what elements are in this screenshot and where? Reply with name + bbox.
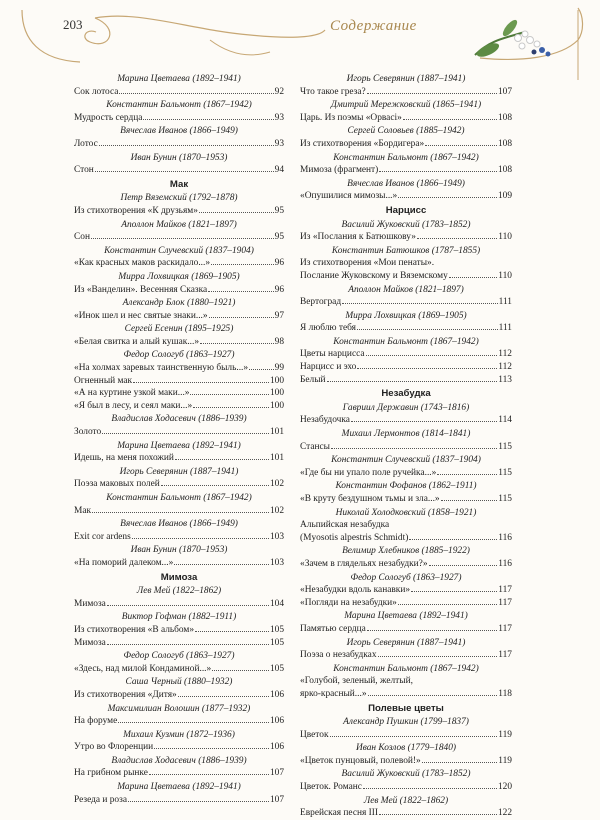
toc-author: Михаил Лермонтов (1814–1841): [341, 429, 471, 440]
toc-entry-page: 116: [498, 558, 512, 569]
toc-entry[interactable]: [300, 86, 512, 99]
toc-entry-title: Лотос: [74, 138, 98, 149]
toc-entry-page: 115: [498, 467, 512, 478]
toc-author: Вячеслав Иванов (1866–1949): [347, 178, 465, 189]
leader-dots: [149, 774, 269, 775]
toc-entry-page: 106: [269, 742, 284, 753]
leader-dots: [367, 93, 497, 94]
toc-entry-page: 105: [269, 624, 284, 635]
toc-entry[interactable]: [74, 767, 284, 780]
toc-entry-page: 106: [269, 689, 284, 700]
toc-entry[interactable]: [300, 755, 512, 768]
flower-illustration: [470, 10, 560, 70]
toc-entry[interactable]: [74, 426, 284, 439]
leader-dots: [212, 670, 269, 671]
leader-dots: [425, 145, 497, 146]
toc-entry-page: 97: [274, 310, 284, 321]
toc-entry[interactable]: [300, 597, 512, 610]
toc-right-column: [300, 72, 512, 820]
toc-entry-page: 119: [498, 755, 512, 766]
toc-entry-title: «В круту бездушном тьмы и зла...»: [300, 494, 440, 504]
toc-entry[interactable]: [300, 729, 512, 742]
toc-entry-page: 94: [274, 165, 284, 176]
toc-author: Аполлон Майков (1821–1897): [121, 219, 237, 230]
leader-dots: [195, 631, 269, 632]
toc-entry[interactable]: [300, 441, 512, 454]
toc-entry-page: 115: [498, 441, 512, 452]
leader-dots: [92, 512, 269, 513]
toc-entry[interactable]: [300, 675, 512, 688]
toc-entry-page: 105: [269, 637, 284, 648]
toc-entry-title: Из стихотворения «К друзьям»: [74, 205, 198, 216]
toc-entry-title: Незабудочка: [300, 415, 350, 426]
toc-author: Вячеслав Иванов (1866–1949): [120, 126, 238, 137]
toc-author: Гавриил Державин (1743–1816): [342, 402, 470, 413]
toc-entry-title: «На холмах заревых таинственную быль...»: [74, 363, 249, 374]
toc-entry-title: На форуме: [74, 716, 118, 727]
leader-dots: [366, 355, 498, 356]
toc-author: Аполлон Майков (1821–1897): [348, 284, 464, 295]
toc-entry-page: 117: [498, 585, 512, 596]
toc-author: Саша Черный (1880–1932): [125, 677, 233, 688]
toc-entry[interactable]: [74, 112, 284, 125]
toc-entry-title: Идешь, на меня похожий: [74, 453, 174, 464]
toc-entry-page: 115: [498, 494, 512, 504]
toc-entry[interactable]: [74, 387, 284, 400]
toc-section-heading: Мак: [169, 178, 189, 190]
toc-entry-page: 100: [269, 400, 284, 411]
toc-author: Игорь Северянин (1887–1941): [346, 74, 466, 84]
toc-author: Федор Сологуб (1863–1927): [123, 651, 235, 662]
toc-entry[interactable]: [74, 452, 284, 465]
toc-entry[interactable]: [74, 231, 284, 244]
toc-author: Владислав Ходасевич (1886–1939): [111, 755, 247, 766]
toc-entry-title: Я люблю тебя: [300, 323, 356, 334]
toc-entry-title: «Голубой, зеленый, желтый,: [300, 676, 413, 687]
leader-dots: [437, 474, 497, 475]
toc-entry[interactable]: [300, 348, 512, 361]
toc-entry[interactable]: [74, 336, 284, 349]
page-header: [0, 0, 600, 70]
toc-entry-title: Цветок. Романс: [300, 782, 362, 793]
toc-entry-page: 100: [269, 388, 284, 399]
leader-dots: [107, 644, 269, 645]
leader-dots: [330, 736, 498, 737]
toc-author: Мирра Лохвицкая (1869–1905): [118, 271, 240, 282]
leader-dots: [118, 722, 269, 723]
toc-author: Петр Вяземский (1792–1878): [120, 193, 238, 204]
leader-dots: [133, 382, 269, 383]
toc-author: Константин Бальмонт (1867–1942): [333, 152, 479, 163]
toc-entry[interactable]: [300, 414, 512, 427]
toc-entry-title: Нарцисс и эхо: [300, 362, 357, 373]
leader-dots: [161, 485, 269, 486]
leader-dots: [99, 145, 274, 146]
leader-dots: [368, 695, 498, 696]
leader-dots: [379, 814, 497, 815]
leader-dots: [422, 762, 498, 763]
toc-entry-page: 107: [269, 768, 284, 779]
toc-entry-page: 95: [274, 205, 284, 216]
toc-entry[interactable]: [300, 519, 512, 532]
toc-entry-page: 112: [498, 362, 512, 373]
toc-entry[interactable]: [300, 493, 512, 506]
toc-entry-title: Золото: [74, 427, 102, 438]
toc-entry[interactable]: [300, 190, 512, 203]
toc-entry-page: 108: [497, 112, 512, 123]
toc-entry-title: Памятью сердца: [300, 623, 366, 634]
toc-entry[interactable]: [300, 781, 512, 794]
toc-entry-title: Еврейская песня III: [300, 808, 379, 819]
toc-entry[interactable]: [300, 138, 512, 151]
toc-entry-page: 113: [498, 374, 512, 385]
toc-entry[interactable]: [300, 584, 512, 597]
toc-entry-title: Из стихотворения «Бордигера»: [300, 138, 425, 149]
leader-dots: [199, 212, 274, 213]
toc-entry-page: 117: [498, 597, 512, 608]
toc-author: Велимир Хлебников (1885–1922): [342, 546, 470, 557]
toc-entry-title: Из «Послания к Батюшкову»: [300, 232, 416, 243]
leader-dots: [441, 500, 498, 501]
toc-entry-page: 110: [498, 232, 512, 243]
toc-section-heading: Полевые цветы: [368, 702, 444, 714]
toc-entry-title: ярко-красный...»: [300, 688, 367, 699]
toc-entry[interactable]: [74, 362, 284, 375]
toc-author: Константин Случевский (1837–1904): [331, 455, 481, 466]
toc-author: Константин Бальмонт (1867–1942): [106, 493, 252, 503]
toc-entry[interactable]: [300, 112, 512, 125]
leader-dots: [363, 788, 497, 789]
toc-entry[interactable]: [74, 557, 284, 570]
toc-entry-title: «Инок шел и нес святые знаки...»: [74, 310, 208, 321]
toc-entry[interactable]: [74, 257, 284, 270]
leader-dots: [200, 343, 274, 344]
toc-entry-title: Мимоза: [74, 598, 106, 609]
toc-entry-page: 99: [274, 363, 284, 374]
toc-entry-title: «Здесь, над милой Кондаминой...»: [74, 663, 212, 674]
toc-entry[interactable]: [74, 598, 284, 611]
leader-dots: [403, 119, 497, 120]
toc-author: Константин Батюшков (1787–1855): [331, 245, 481, 256]
toc-entry[interactable]: [74, 478, 284, 491]
toc-entry-title: Вертоград: [300, 297, 342, 308]
leader-dots: [128, 801, 269, 802]
toc-entry-title: «Цветок пунцовый, полевой!»: [300, 755, 421, 766]
toc-entry[interactable]: [74, 715, 284, 728]
toc-entry-title: Из стихотворения «В альбом»: [74, 624, 195, 635]
leader-dots: [193, 407, 269, 408]
toc-entry[interactable]: [74, 741, 284, 754]
toc-entry-page: 102: [269, 505, 284, 516]
toc-author: Александр Блок (1880–1921): [122, 298, 236, 309]
leader-dots: [174, 564, 269, 565]
toc-author: Василий Жуковский (1783–1852): [341, 219, 471, 230]
toc-author: Марина Цветаева (1892–1941): [117, 782, 241, 793]
toc-author: Сергей Есенин (1895–1925): [124, 324, 234, 335]
toc-entry[interactable]: [300, 270, 512, 283]
toc-author: Лев Мей (1822–1862): [363, 795, 449, 806]
toc-entry-title: Мимоза: [74, 637, 106, 648]
toc-author: Игорь Северянин (1887–1941): [346, 637, 466, 648]
toc-author: Михаил Кузмин (1872–1936): [123, 729, 235, 740]
toc-entry[interactable]: [74, 310, 284, 323]
toc-entry-title: «На поморий далеком...»: [74, 557, 174, 568]
toc-entry[interactable]: [300, 558, 512, 571]
toc-entry-title: Цветок: [300, 729, 329, 740]
toc-entry-title: Цветы нарцисса: [300, 349, 365, 360]
toc-entry-title: Из стихотворения «Мои пенаты».: [300, 258, 435, 269]
toc-entry-page: 93: [274, 138, 284, 149]
toc-entry-title: Из стихотворения «Дитя»: [74, 689, 177, 700]
toc-entry[interactable]: [74, 794, 284, 807]
toc-entry-page: 108: [497, 165, 512, 176]
toc-entry[interactable]: [74, 138, 284, 151]
toc-entry-title: «Погляди на незабудки»: [300, 597, 397, 608]
toc-entry-title: Стон: [74, 165, 94, 176]
toc-author: Игорь Северянин (1887–1941): [119, 466, 239, 477]
toc-author: Виктор Гофман (1882–1911): [121, 612, 237, 623]
toc-entry-title: Поэза о незабудках: [300, 650, 377, 661]
toc-author: Константин Бальмонт (1867–1942): [106, 100, 252, 111]
leader-dots: [175, 459, 269, 460]
toc-entry-page: 92: [274, 86, 284, 97]
leader-dots: [378, 656, 498, 657]
toc-entry[interactable]: [300, 322, 512, 335]
toc-entry-title: «Я был в лесу, и сеял маки...»: [74, 400, 193, 411]
leader-dots: [429, 565, 498, 566]
leader-dots: [91, 238, 274, 239]
toc-section-heading: Нарцисс: [385, 204, 427, 216]
leader-dots: [342, 303, 498, 304]
toc-entry[interactable]: [300, 374, 512, 387]
toc-entry-title: «Где бы ни упало поле ручейка...»: [300, 467, 437, 478]
toc-author: Марина Цветаева (1892–1941): [344, 611, 468, 622]
leader-dots: [95, 171, 274, 172]
toc-entry-page: 107: [269, 794, 284, 805]
toc-entry-page: 100: [269, 375, 284, 386]
toc-entry[interactable]: [74, 689, 284, 702]
toc-entry-page: 93: [274, 112, 284, 123]
leader-dots: [209, 317, 274, 318]
toc-entry[interactable]: [300, 467, 512, 480]
toc-entry-page: 111: [498, 297, 512, 308]
toc-entry[interactable]: [300, 649, 512, 662]
header-title: Содержание: [330, 18, 417, 34]
toc-entry-page: 102: [269, 479, 284, 490]
toc-entry-title: Белый: [300, 374, 326, 385]
toc-entry[interactable]: [74, 663, 284, 676]
toc-entry-title: Мак: [74, 505, 92, 516]
leader-dots: [249, 369, 274, 370]
toc-entry-title: Что такое греза?: [300, 86, 366, 97]
toc-author: Иван Козлов (1779–1840): [355, 743, 457, 754]
leader-dots: [367, 630, 497, 631]
toc-author: Константин Случевский (1837–1904): [104, 245, 254, 256]
toc-entry-page: 119: [498, 729, 512, 740]
toc-entry-title: «Как красных маков раскидало...»: [74, 258, 211, 269]
leader-dots: [417, 238, 497, 239]
toc-entry[interactable]: [300, 231, 512, 244]
leader-dots: [119, 93, 273, 94]
toc-entry-title: Из «Ванделин». Весенняя Сказка: [74, 284, 208, 295]
toc-author: Максимилиан Волошин (1877–1932): [107, 703, 251, 714]
toc-entry-title: Резеда и роза: [74, 794, 127, 805]
toc-author: Иван Бунин (1870–1953): [130, 545, 228, 556]
leader-dots: [331, 448, 497, 449]
toc-author: Мирра Лохвицкая (1869–1905): [345, 310, 467, 321]
toc-entry-title: Exit cor ardens: [74, 531, 131, 542]
toc-entry-title: Мудрость сердца: [74, 112, 143, 123]
toc-entry[interactable]: [74, 375, 284, 388]
toc-author: Лев Мей (1822–1862): [136, 586, 222, 597]
leader-dots: [411, 591, 497, 592]
toc-entry-page: 104: [269, 598, 284, 609]
toc-author: Василий Жуковский (1783–1852): [341, 769, 471, 780]
leader-dots: [132, 538, 269, 539]
toc-entry[interactable]: [300, 532, 512, 545]
leader-dots: [357, 368, 497, 369]
toc-author: Дмитрий Мережковский (1865–1941): [330, 100, 482, 111]
leader-dots: [409, 539, 497, 540]
toc-entry-page: 117: [498, 623, 512, 634]
toc-entry[interactable]: [300, 688, 512, 701]
toc-left-column: [74, 72, 284, 806]
toc-entry[interactable]: [74, 400, 284, 413]
toc-author: Владислав Ходасевич (1886–1939): [111, 414, 247, 425]
toc-author: Константин Фофанов (1862–1911): [335, 481, 477, 492]
leader-dots: [211, 264, 274, 265]
toc-entry[interactable]: [74, 505, 284, 518]
leader-dots: [449, 277, 497, 278]
toc-entry-title: Альпийская незабудка: [300, 520, 390, 531]
toc-entry-title: «Белая свитка и алый кушак...»: [74, 336, 200, 347]
toc-entry[interactable]: [300, 361, 512, 374]
toc-entry-page: 118: [498, 688, 512, 699]
toc-entry-title: Царь. Из поэмы «Орвасi»: [300, 112, 402, 123]
toc-entry-page: 106: [269, 716, 284, 727]
toc-entry-page: 105: [269, 663, 284, 674]
toc-entry-page: 96: [274, 284, 284, 295]
toc-entry-page: 107: [497, 86, 512, 97]
toc-author: Сергей Соловьев (1885–1942): [347, 126, 465, 137]
toc-entry-title: Послание Жуковскому и Вяземскому: [300, 270, 448, 281]
toc-entry-page: 103: [269, 531, 284, 542]
leader-dots: [102, 433, 269, 434]
page-number: 203: [63, 17, 83, 32]
toc-entry-page: 120: [497, 782, 512, 793]
leader-dots: [351, 421, 497, 422]
toc-entry-title: Утро во Флоренции: [74, 742, 154, 753]
toc-author: Иван Бунин (1870–1953): [130, 152, 228, 163]
toc-entry-title: «Незабудки вдоль канавки»: [300, 585, 411, 596]
toc-entry-title: Мимоза (фрагмент): [300, 165, 379, 176]
toc-entry-title: (Myosotis alpestris Schmidt): [300, 532, 409, 543]
toc-entry-page: 101: [269, 453, 284, 464]
toc-entry-title: «Опушилися мимозы...»: [300, 191, 398, 202]
leader-dots: [143, 119, 273, 120]
toc-entry-title: «А на куртине узкой маки...»: [74, 388, 190, 399]
toc-entry-page: 101: [269, 427, 284, 438]
leader-dots: [379, 171, 497, 172]
toc-entry[interactable]: [74, 86, 284, 99]
toc-author: Константин Бальмонт (1867–1942): [333, 336, 479, 347]
toc-entry-page: 116: [498, 532, 512, 543]
leader-dots: [327, 381, 498, 382]
toc-entry-title: Поэза маковых полей: [74, 479, 160, 490]
toc-entry-title: Сок лотоса: [74, 86, 119, 97]
toc-author: Марина Цветаева (1892–1941): [117, 74, 241, 84]
toc-entry-title: Стансы: [300, 441, 330, 452]
toc-author: Марина Цветаева (1892–1941): [117, 440, 241, 451]
toc-entry[interactable]: [300, 257, 512, 270]
toc-author: Константин Бальмонт (1867–1942): [333, 663, 479, 674]
toc-entry[interactable]: [74, 284, 284, 297]
toc-entry[interactable]: [74, 624, 284, 637]
toc-entry-page: 112: [498, 349, 512, 360]
toc-author: Федор Сологуб (1863–1927): [123, 350, 235, 361]
toc-entry-page: 109: [497, 191, 512, 202]
toc-entry[interactable]: [74, 637, 284, 650]
toc-entry-page: 108: [497, 138, 512, 149]
leader-dots: [107, 605, 269, 606]
leader-dots: [398, 604, 497, 605]
toc-entry-page: 95: [274, 232, 284, 243]
leader-dots: [357, 329, 498, 330]
toc-author: Николай Холодковский (1858–1921): [335, 507, 477, 518]
leader-dots: [154, 748, 269, 749]
toc-entry-page: 110: [498, 270, 512, 281]
toc-entry-title: «Зачем в глядельях незабудки?»: [300, 558, 428, 569]
toc-entry[interactable]: [300, 296, 512, 309]
toc-author: Александр Пушкин (1799–1837): [343, 717, 469, 728]
toc-entry[interactable]: [300, 623, 512, 636]
toc-entry[interactable]: [74, 531, 284, 544]
toc-section-heading: Незабудка: [381, 388, 431, 400]
leader-dots: [208, 291, 273, 292]
toc-entry-title: Огненный мак: [74, 375, 133, 386]
leader-dots: [178, 696, 269, 697]
toc-entry-page: 98: [274, 336, 284, 347]
toc-entry[interactable]: [300, 807, 512, 820]
toc-entry-page: 122: [497, 808, 512, 819]
leader-dots: [190, 394, 268, 395]
toc-author: Федор Сологуб (1863–1927): [350, 572, 462, 583]
toc-entry-page: 114: [498, 415, 512, 426]
toc-entry-page: 103: [269, 557, 284, 568]
toc-entry-page: 96: [274, 258, 284, 269]
toc-entry-page: 111: [498, 323, 512, 334]
toc-entry-title: Сон: [74, 232, 90, 243]
toc-author: Вячеслав Иванов (1866–1949): [120, 519, 238, 530]
leader-dots: [398, 197, 497, 198]
toc-entry[interactable]: [300, 164, 512, 177]
toc-entry[interactable]: [74, 205, 284, 218]
toc-section-heading: Мимоза: [160, 571, 198, 583]
toc-entry[interactable]: [74, 164, 284, 177]
toc-entry-title: На грибном рынке: [74, 768, 148, 779]
toc-entry-page: 117: [498, 650, 512, 661]
